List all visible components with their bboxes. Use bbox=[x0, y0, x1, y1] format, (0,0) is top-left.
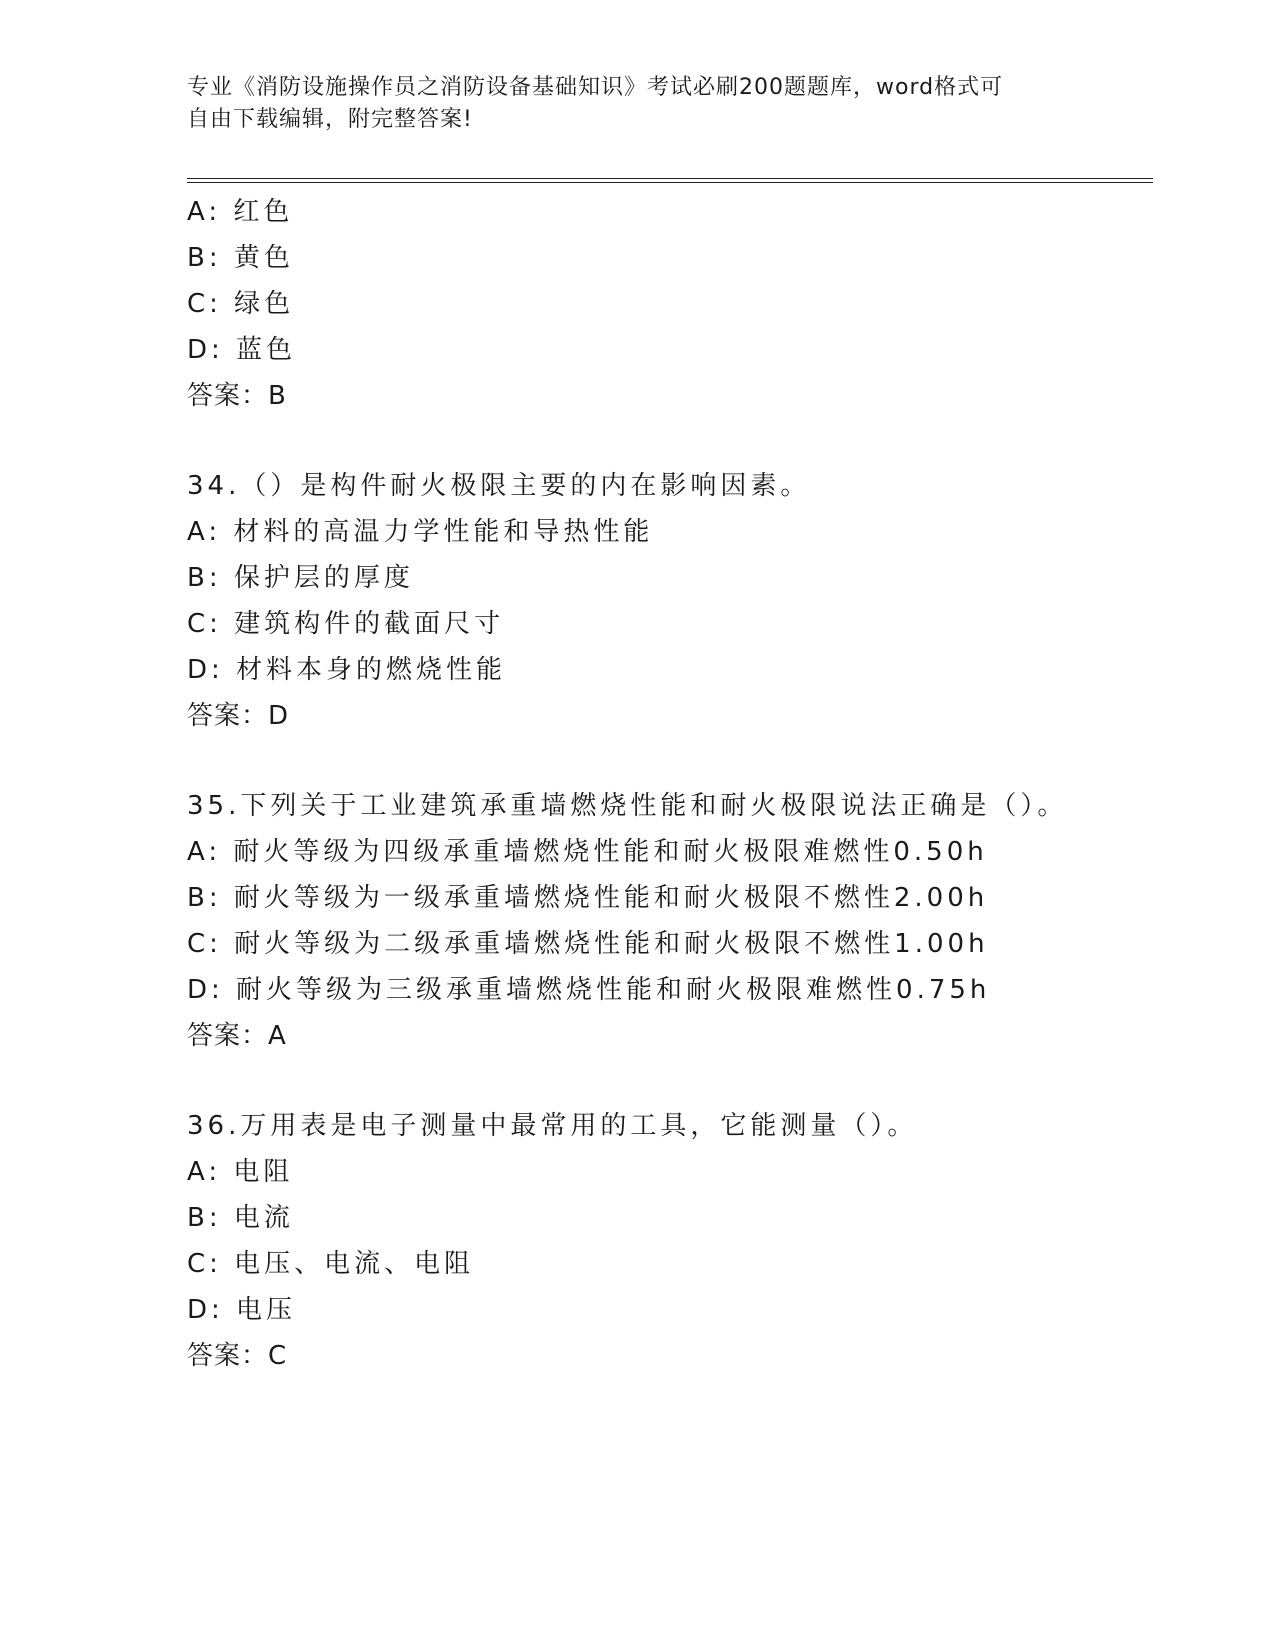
q35-question: 35.下列关于工业建筑承重墙燃烧性能和耐火极限说法正确是（）。 bbox=[187, 791, 1068, 821]
q33-option-d: D: 蓝色 bbox=[187, 335, 297, 365]
question-35-block bbox=[187, 783, 1153, 1059]
q36-option-d: D: 电压 bbox=[187, 1295, 297, 1325]
question-34-block bbox=[187, 463, 1153, 739]
q36-option-a: A: 电阻 bbox=[187, 1157, 294, 1187]
q34-option-a: A: 材料的高温力学性能和导热性能 bbox=[187, 517, 654, 547]
q35-option-c: C: 耐火等级为二级承重墙燃烧性能和耐火极限不燃性1.00h bbox=[187, 929, 989, 959]
q36-option-c: C: 电压、电流、电阻 bbox=[187, 1249, 475, 1279]
question-spacer bbox=[187, 1059, 1153, 1103]
q34-question: 34.（）是构件耐火极限主要的内在影响因素。 bbox=[187, 471, 811, 501]
q36-question: 36.万用表是电子测量中最常用的工具，它能测量（）。 bbox=[187, 1111, 918, 1141]
q35-answer: 答案：A bbox=[187, 1021, 287, 1051]
question-36-block bbox=[187, 1103, 1153, 1379]
q36-option-b: B: 电流 bbox=[187, 1203, 294, 1233]
q34-option-c: C: 建筑构件的截面尺寸 bbox=[187, 609, 505, 639]
q33-answer: 答案：B bbox=[187, 381, 287, 411]
header-line-1: 专业《消防设施操作员之消防设备基础知识》考试必刷200题题库，word格式可 bbox=[187, 75, 1004, 100]
header-divider-top bbox=[187, 178, 1153, 179]
q36-answer: 答案：C bbox=[187, 1341, 288, 1371]
q34-option-b: B: 保护层的厚度 bbox=[187, 563, 414, 593]
q35-option-a: A: 耐火等级为四级承重墙燃烧性能和耐火极限难燃性0.50h bbox=[187, 837, 988, 867]
q35-option-b: B: 耐火等级为一级承重墙燃烧性能和耐火极限不燃性2.00h bbox=[187, 883, 989, 913]
header-line-2: 自由下载编辑，附完整答案! bbox=[187, 107, 473, 132]
question-33-block bbox=[187, 189, 1153, 419]
question-spacer bbox=[187, 739, 1153, 783]
q35-option-d: D: 耐火等级为三级承重墙燃烧性能和耐火极限难燃性0.75h bbox=[187, 975, 991, 1005]
q33-option-c: C: 绿色 bbox=[187, 289, 295, 319]
header-divider-bottom bbox=[187, 182, 1153, 183]
question-list bbox=[187, 189, 1153, 1379]
document-header bbox=[187, 72, 1067, 136]
q34-option-d: D: 材料本身的燃烧性能 bbox=[187, 655, 507, 685]
q33-option-a: A: 红色 bbox=[187, 197, 294, 227]
q33-option-b: B: 黄色 bbox=[187, 243, 294, 273]
question-spacer bbox=[187, 419, 1153, 463]
q34-answer: 答案：D bbox=[187, 701, 290, 731]
